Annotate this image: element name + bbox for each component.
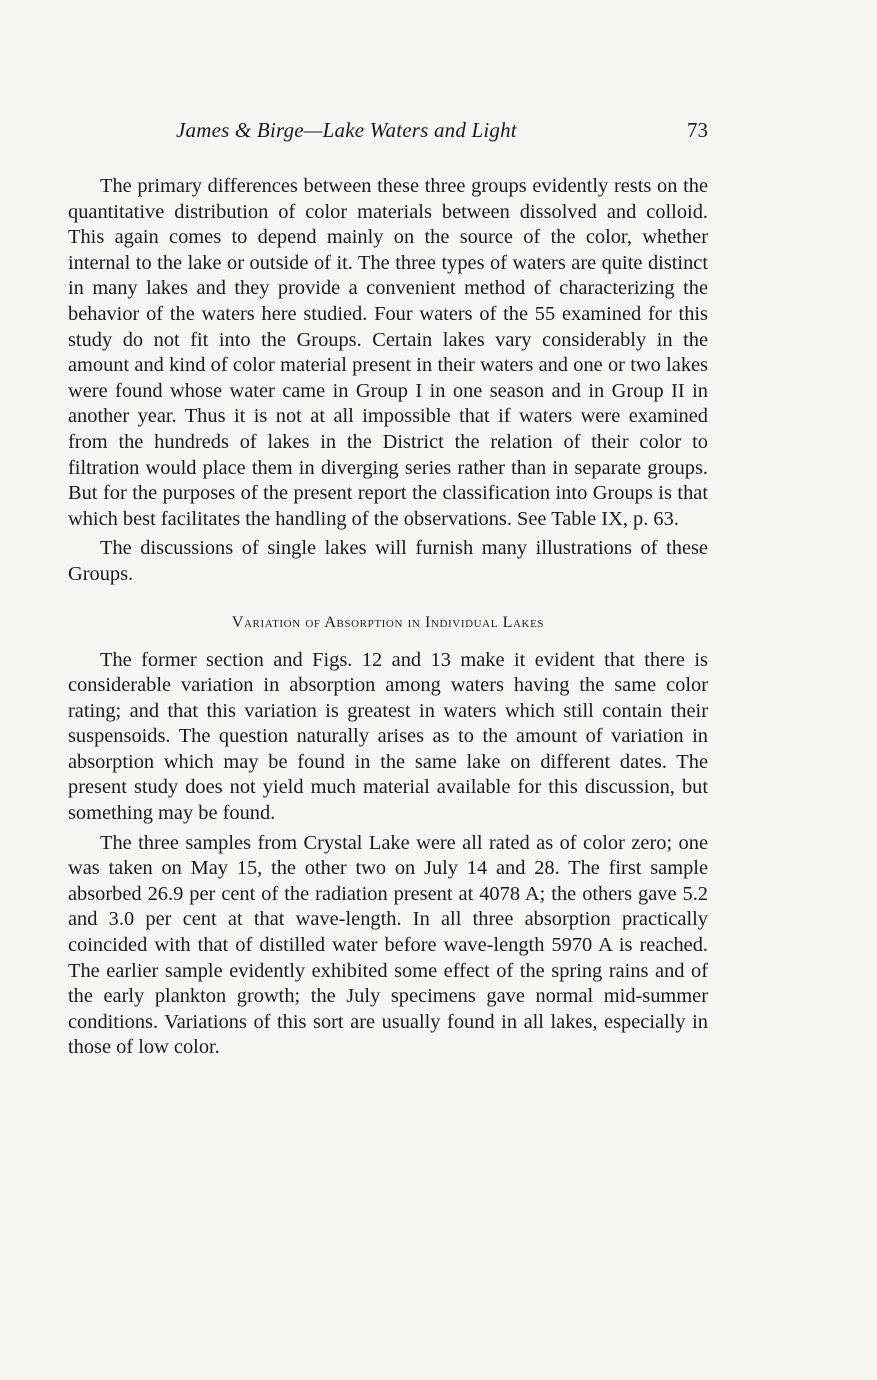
page-number: 73 (687, 118, 708, 142)
paragraph-group-differences: The primary differences between these three groups evidently rests on the quantitative distribution of color materials between dissolved and colloid. This again comes to depend mainly on the source of the color, whether internal to the lake or outside of it. The three types of waters are quite distinct in many lakes and they provide a convenient method of characterizing the behavior of the waters here studied. Four waters of the 55 examined for this study do not fit into the Groups. Certain lakes vary considerably in the amount and kind of color material present in their waters and one or two lakes were found whose water came in Group I in one season and in Group II in another year. Thus it is not at all impossible that if waters were examined from the hundreds of lakes in the District the relation of their color to filtration would place them in diverging series rather than in separate groups. But for the purposes of the present report the classification into Groups is that which best facilitates the handling of the observations. See Table IX, p. 63. (68, 175, 708, 530)
paragraph-crystal-lake: The three samples from Crystal Lake were all rated as of color zero; one was taken on May 15, the other two on July 14 and 28. The first sample absorbed 26.9 per cent of the radiation present at 4078 A; the others gave 5.2 and 3.0 per cent at that wave-length. In all three absorption practically coincided with that of distilled water before wave-length 5970 A is reached. The earlier sample evidently exhibited some effect of the spring rains and of the early plankton growth; the July specimens gave normal mid-summer conditions. Variations of this sort are usually found in all lakes, especially in those of low color. (68, 831, 708, 1059)
paragraph-single-lakes: The discussions of single lakes will furnish many illustrations of these Groups. (68, 537, 708, 585)
section-heading: Variation of Absorption in Individual Lakes (231, 613, 545, 631)
paragraph-absorption-variation: The former section and Figs. 12 and 13 make it evident that there is considerable variation in absorption among waters having the same color rating; and that this variation is greatest in waters which still contain their suspensoids. The question naturally arises as to the amount of variation in absorption which may be found in the same lake on different dates. The present study does not yield much material available for this discussion, but something may be found. (68, 648, 708, 825)
page (68, 118, 708, 1061)
running-head (68, 118, 708, 152)
running-title: James & Birge—Lake Waters and Light (176, 118, 517, 142)
